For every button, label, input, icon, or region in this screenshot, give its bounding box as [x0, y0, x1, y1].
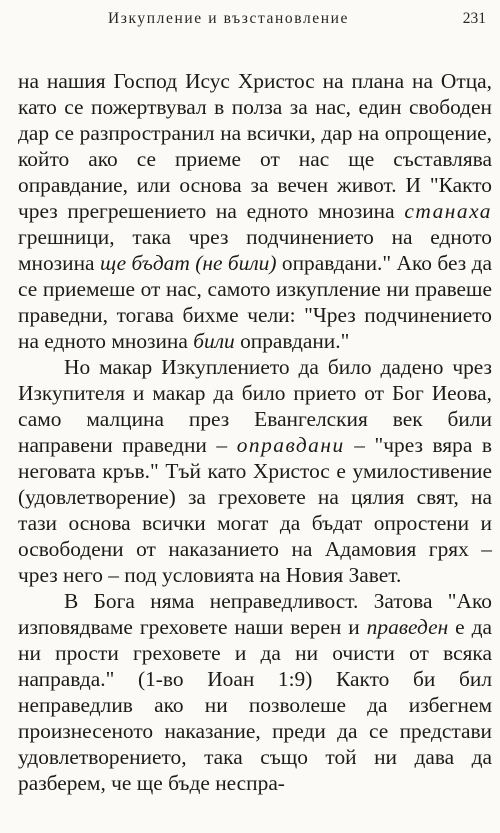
paragraph-2: [18, 354, 492, 588]
paragraph-1: [18, 68, 492, 354]
text-run: оправдани.": [234, 329, 350, 353]
running-head: [0, 10, 500, 30]
text-run: В Бога няма неправедливост. Затова "Ако изповядваме греховете наши верен и: [18, 589, 492, 639]
italic-emphasis: оправдани: [236, 433, 345, 457]
text-run: грешници, така чрез подчинението на едното мнозина: [18, 225, 492, 275]
italic-emphasis: били: [193, 329, 235, 353]
text-run: на нашия Господ Исус Христос на плана на Отца, като се пожертвувал в полза за нас, един свободен дар се разпространил на всички, дар на опрощение, който ако се приеме от нас ще съставлява оправдание, или основа за вечен живот. И "Както чрез прегрешението на едното мнозина: [18, 69, 492, 223]
running-title: Изкупление и възстановление: [108, 10, 350, 27]
italic-emphasis: станаха: [404, 199, 492, 223]
text-run: – "чрез вяра в неговата кръв." Тъй като Христос е умилостивение (удовлетворение) за греховете на цялия свят, на тази основа всички могат да бъдат опростени и освободени от наказанието на Адамовия грях – чрез него – под условията на Новия Завет.: [18, 433, 492, 587]
text-run: е да ни прости греховете и да ни очисти от всяка направда." (1-во Иоан 1:9) Както би бил неправедлив ако ни позволеше да избегнем произнесеното наказание, преди да се представи удовлетворението, така също той ни дава да разберем, че ще бъде неспра-: [18, 615, 492, 795]
italic-emphasis: праведен: [366, 615, 449, 639]
body-text: [18, 68, 492, 796]
text-run: Но макар Изкуплението да било дадено чрез Изкупителя и макар да било прието от Бог Иеова, само малцина през Евангелския век били направени праведни –: [18, 355, 492, 457]
italic-emphasis: ще бъдат (не били): [99, 251, 277, 275]
page-number: 231: [462, 10, 486, 27]
paragraph-3: [18, 588, 492, 796]
text-run: оправдани." Ако без да се приемеше от нас, самото изкупление ни правеше праведни, тогава бихме чели: "Чрез подчинението на едното мнозина: [18, 251, 492, 353]
